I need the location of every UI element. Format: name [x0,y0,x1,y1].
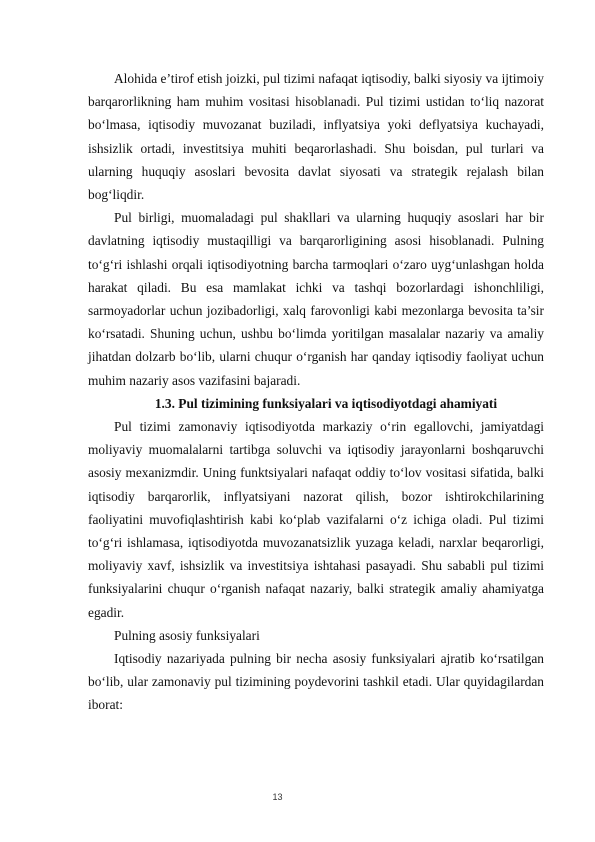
subheading-pul-funksiyalari: Pulning asosiy funksiyalari [114,627,260,643]
paragraph-4: Iqtisodiy nazariyada pulning bir necha asosiy funksiyalari ajratib ko‘rsatilgan bo‘lib, ular zamonaviy pul tizimining poydevorini tashkil etadi. Ular quyidagilardan iborat: [88,651,544,713]
page-number-text: 13 [272,792,283,802]
paragraph-2: Pul birligi, muomaladagi pul shakllari va ularning huquqiy asoslari har bir davlatning iqtisodiy mustaqilligi va barqarorligining asosi hisoblanadi. Pulning to‘g‘ri ishlashi orqali iqtisodiyotning barcha tarmoqlari o‘zaro uyg‘unlashgan holda harakat qiladi. Bu esa mamlakat ichki va tashqi bozorlardagi ishonchliligi, sarmoyadorlar uchun jozibadorligi, xalq farovonligi kabi mezonlarga bevosita ta’sir ko‘rsatadi. Shuning uchun, ushbu bo‘limda yoritilgan masalalar nazariy va amaliy jihatdan dolzarb bo‘lib, ularni chuqur o‘rganish har qanday iqtisodiy faoliyat uchun muhim nazariy asos vazifasini bajaradi. [88,210,544,388]
page-number [0,792,595,802]
paragraph-3: Pul tizimi zamonaviy iqtisodiyotda markaziy o‘rin egallovchi, jamiyatdagi moliyaviy muomalalarni tartibga soluvchi va iqtisodiy jarayonlarni boshqaruvchi asosiy mexanizmdir. Uning funktsiyalari nafaqat oddiy to‘lov vositasi sifatida, balki iqtisodiy barqarorlik, inflyatsiyani nazorat qilish, bozor ishtirokchilarining faoliyatini muvofiqlashtirish kabi ko‘plab vazifalarni o‘z ichiga oladi. Pul tizimi to‘g‘ri ishlamasa, iqtisodiyotda muvozanatsizlik yuzaga keladi, narxlar beqarorligi, moliyaviy xavf, ishsizlik va investitsiya ishtahasi pasayadi. Shu sababli pul tizimi funksiyalarini chuqur o‘rganish nafaqat nazariy, balki strategik amaliy ahamiyatga egadir. [88,419,544,620]
paragraph-1: Alohida e’tirof etish joizki, pul tizimi nafaqat iqtisodiy, balki siyosiy va ijtimoiy barqarorlikning ham muhim vositasi hisoblanadi. Pul tizimi ustidan to‘liq nazorat bo‘lmasa, iqtisodiy muvozanat buziladi, inflyatsiya yoki deflyatsiya kuchayadi, ishsizlik ortadi, investitsiya muhiti beqarorlashadi. Shu boisdan, pul turlari va ularning huquqiy asoslari bevosita davlat siyosati va strategik rejalash bilan bog‘liqdir. [88,71,544,203]
page-content [88,67,544,717]
section-heading: 1.3. Pul tizimining funksiyalari va iqtisodiyotdagi ahamiyati [154,395,498,411]
